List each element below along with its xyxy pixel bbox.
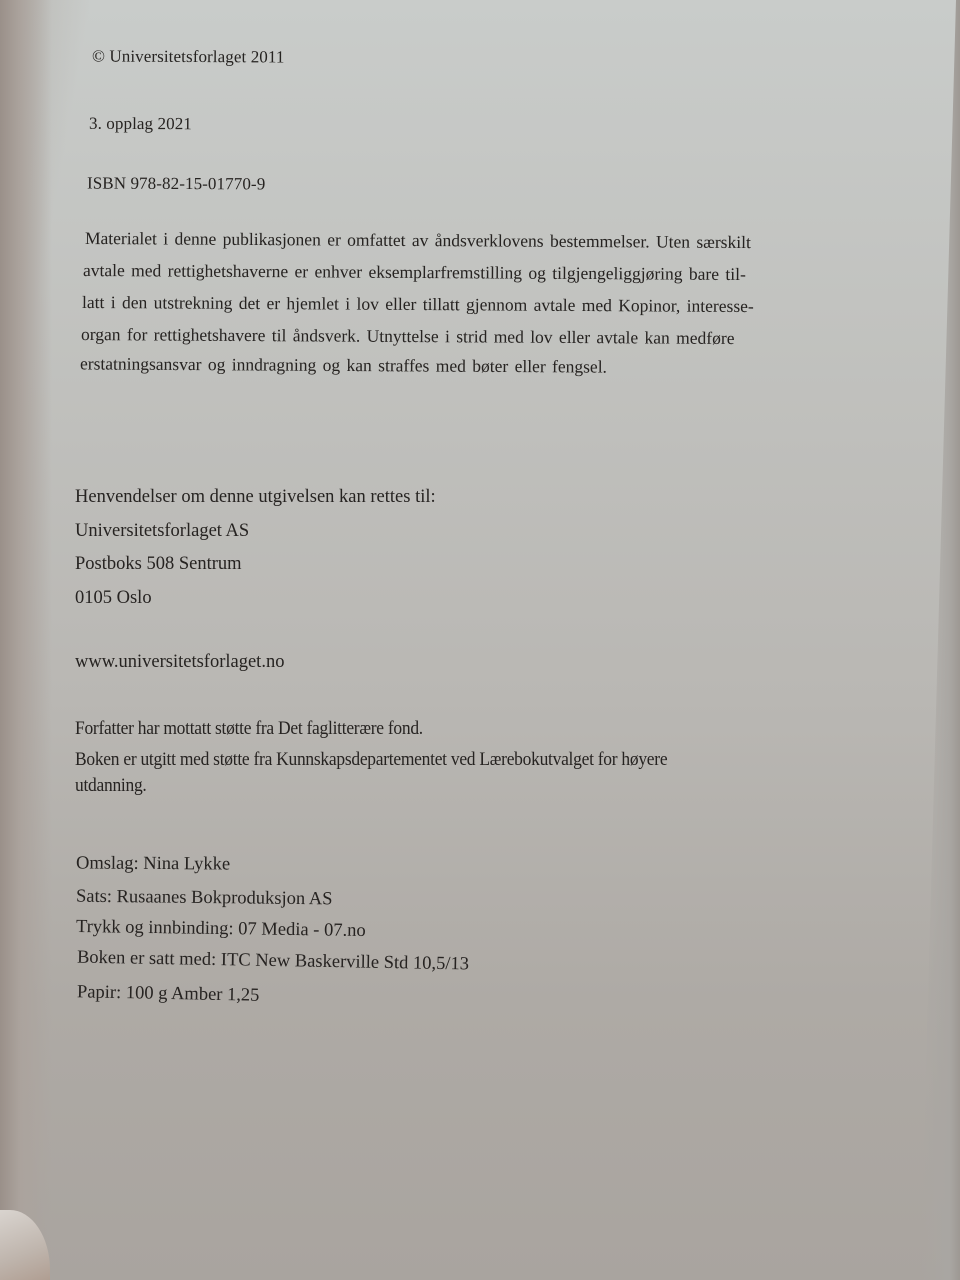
support-line: utdanning.: [75, 775, 147, 796]
credit-printing: Trykk og innbinding: 07 Media - 07.no: [75, 916, 366, 942]
page-spine-shadow: [0, 0, 52, 1280]
page-right-edge: [920, 0, 960, 1280]
publisher-website: www.universitetsforlaget.no: [75, 652, 285, 672]
credit-cover: Omslag: Nina Lykke: [75, 853, 231, 875]
support-line: Forfatter har mottatt støtte fra Det faglitterære fond.: [75, 718, 423, 739]
credit-typesetting: Sats: Rusaanes Bokproduksjon AS: [75, 886, 333, 910]
isbn-line: ISBN 978-82-15-01770-9: [86, 173, 266, 194]
contact-intro: Henvendelser om denne utgivelsen kan rettes til:: [75, 487, 436, 507]
rights-notice-line: avtale med rettighetshaverne er enhver eksemplarfremstilling og tilgjengeliggjøring bare til-: [82, 259, 746, 285]
edition-line: 3. opplag 2021: [88, 113, 192, 134]
publisher-city: 0105 Oslo: [75, 588, 152, 608]
credit-typeface: Boken er satt med: ITC New Baskerville Std 10,5/13: [76, 947, 470, 975]
credit-paper: Papir: 100 g Amber 1,25: [76, 982, 260, 1006]
support-line: Boken er utgitt med støtte fra Kunnskapsdepartementet ved Lærebokutvalget for høyere: [75, 749, 668, 770]
publisher-address: Postboks 508 Sentrum: [75, 554, 242, 574]
publisher-name: Universitetsforlaget AS: [75, 521, 250, 541]
copyright-line: © Universitetsforlaget 2011: [91, 46, 285, 67]
rights-notice-line: latt i den utstrekning det er hjemlet i lov eller tillatt gjennom avtale med Kopinor, interesse-: [81, 291, 754, 317]
rights-notice-line: erstatningsansvar og inndragning og kan straffes med bøter eller fengsel.: [79, 353, 608, 377]
rights-notice-line: Materialet i denne publikasjonen er omfattet av åndsverklovens bestemmelser. Uten særskilt: [84, 227, 751, 253]
rights-notice-line: organ for rettighetshavere til åndsverk. Utnyttelse i strid med lov eller avtale kan medføre: [80, 324, 735, 348]
